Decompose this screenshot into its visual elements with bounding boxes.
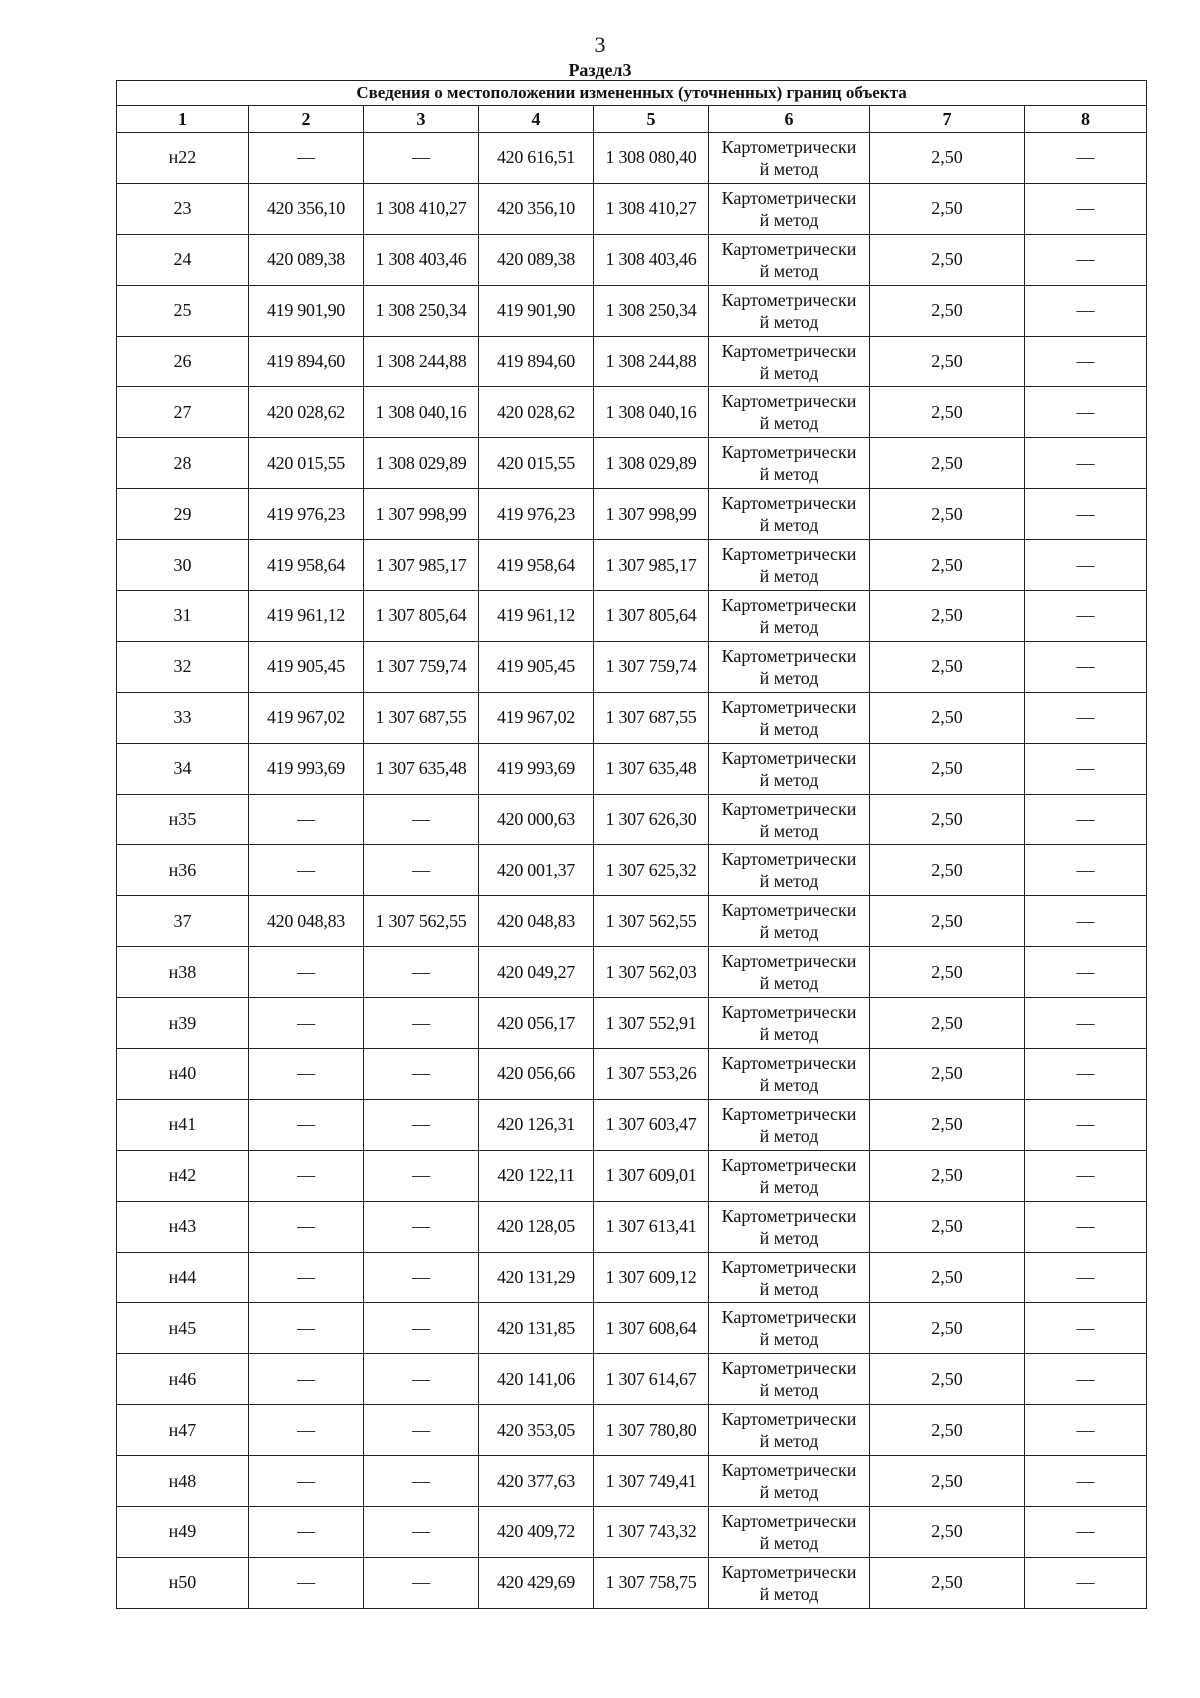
old-x-cell: 419 967,02 xyxy=(249,692,364,743)
old-y-cell: 1 308 410,27 xyxy=(364,183,479,234)
method-cell: Картометрически й метод xyxy=(709,540,870,591)
table-row xyxy=(117,1507,1147,1558)
old-x-cell: 419 976,23 xyxy=(249,489,364,540)
point-id-cell: 33 xyxy=(117,692,249,743)
new-x-cell: 419 958,64 xyxy=(479,540,594,591)
new-x-cell: 420 409,72 xyxy=(479,1507,594,1558)
point-id-cell: н46 xyxy=(117,1354,249,1405)
accuracy-cell: 2,50 xyxy=(870,1201,1025,1252)
new-y-cell: 1 307 553,26 xyxy=(594,1049,709,1100)
old-x-cell: 419 961,12 xyxy=(249,591,364,642)
old-y-cell: — xyxy=(364,1354,479,1405)
description-cell: — xyxy=(1025,1049,1147,1100)
table-row xyxy=(117,133,1147,184)
new-x-cell: 420 141,06 xyxy=(479,1354,594,1405)
new-x-cell: 420 001,37 xyxy=(479,845,594,896)
accuracy-cell: 2,50 xyxy=(870,183,1025,234)
point-id-cell: н43 xyxy=(117,1201,249,1252)
accuracy-cell: 2,50 xyxy=(870,896,1025,947)
accuracy-cell: 2,50 xyxy=(870,1099,1025,1150)
new-x-cell: 419 993,69 xyxy=(479,743,594,794)
point-id-cell: н44 xyxy=(117,1252,249,1303)
new-x-cell: 420 128,05 xyxy=(479,1201,594,1252)
description-cell: — xyxy=(1025,1099,1147,1150)
point-id-cell: н48 xyxy=(117,1456,249,1507)
old-x-cell: — xyxy=(249,1456,364,1507)
old-x-cell: — xyxy=(249,998,364,1049)
method-cell: Картометрически й метод xyxy=(709,1303,870,1354)
old-y-cell: 1 307 759,74 xyxy=(364,641,479,692)
old-y-cell: 1 308 403,46 xyxy=(364,234,479,285)
table-row xyxy=(117,692,1147,743)
accuracy-cell: 2,50 xyxy=(870,1303,1025,1354)
description-cell: — xyxy=(1025,1354,1147,1405)
accuracy-cell: 2,50 xyxy=(870,1150,1025,1201)
page-number: 3 xyxy=(594,32,606,57)
old-x-cell: — xyxy=(249,1201,364,1252)
table-row xyxy=(117,183,1147,234)
old-y-cell: 1 307 805,64 xyxy=(364,591,479,642)
new-x-cell: 419 901,90 xyxy=(479,285,594,336)
description-cell: — xyxy=(1025,489,1147,540)
new-x-cell: 419 967,02 xyxy=(479,692,594,743)
new-x-cell: 420 126,31 xyxy=(479,1099,594,1150)
method-cell: Картометрически й метод xyxy=(709,692,870,743)
description-cell: — xyxy=(1025,387,1147,438)
table-row xyxy=(117,1405,1147,1456)
new-x-cell: 420 028,62 xyxy=(479,387,594,438)
accuracy-cell: 2,50 xyxy=(870,845,1025,896)
new-x-cell: 419 961,12 xyxy=(479,591,594,642)
new-y-cell: 1 308 250,34 xyxy=(594,285,709,336)
accuracy-cell: 2,50 xyxy=(870,998,1025,1049)
old-y-cell: — xyxy=(364,845,479,896)
point-id-cell: 28 xyxy=(117,438,249,489)
old-y-cell: 1 308 029,89 xyxy=(364,438,479,489)
method-cell: Картометрически й метод xyxy=(709,285,870,336)
new-y-cell: 1 307 609,12 xyxy=(594,1252,709,1303)
old-y-cell: 1 308 250,34 xyxy=(364,285,479,336)
description-cell: — xyxy=(1025,896,1147,947)
description-cell: — xyxy=(1025,692,1147,743)
column-header: 3 xyxy=(364,106,479,133)
new-x-cell: 420 131,29 xyxy=(479,1252,594,1303)
table-row xyxy=(117,1049,1147,1100)
point-id-cell: 30 xyxy=(117,540,249,591)
method-cell: Картометрически й метод xyxy=(709,1150,870,1201)
point-id-cell: н40 xyxy=(117,1049,249,1100)
new-y-cell: 1 308 244,88 xyxy=(594,336,709,387)
boundary-coordinates-table xyxy=(116,80,1147,1609)
old-x-cell: 419 958,64 xyxy=(249,540,364,591)
table-row xyxy=(117,947,1147,998)
new-y-cell: 1 307 603,47 xyxy=(594,1099,709,1150)
old-x-cell: — xyxy=(249,947,364,998)
table-row xyxy=(117,896,1147,947)
old-x-cell: — xyxy=(249,1507,364,1558)
table-body xyxy=(117,133,1147,1609)
method-cell: Картометрически й метод xyxy=(709,1354,870,1405)
old-y-cell: — xyxy=(364,1201,479,1252)
old-y-cell: — xyxy=(364,1150,479,1201)
method-cell: Картометрически й метод xyxy=(709,1405,870,1456)
old-y-cell: 1 308 040,16 xyxy=(364,387,479,438)
new-y-cell: 1 307 985,17 xyxy=(594,540,709,591)
old-x-cell: 419 894,60 xyxy=(249,336,364,387)
point-id-cell: 23 xyxy=(117,183,249,234)
point-id-cell: н36 xyxy=(117,845,249,896)
old-x-cell: 420 028,62 xyxy=(249,387,364,438)
method-cell: Картометрически й метод xyxy=(709,794,870,845)
table-row xyxy=(117,591,1147,642)
point-id-cell: 34 xyxy=(117,743,249,794)
accuracy-cell: 2,50 xyxy=(870,641,1025,692)
table-row xyxy=(117,438,1147,489)
table-row xyxy=(117,489,1147,540)
description-cell: — xyxy=(1025,183,1147,234)
description-cell: — xyxy=(1025,947,1147,998)
description-cell: — xyxy=(1025,1252,1147,1303)
accuracy-cell: 2,50 xyxy=(870,1456,1025,1507)
table-row xyxy=(117,1456,1147,1507)
old-x-cell: — xyxy=(249,845,364,896)
method-cell: Картометрически й метод xyxy=(709,641,870,692)
accuracy-cell: 2,50 xyxy=(870,438,1025,489)
accuracy-cell: 2,50 xyxy=(870,489,1025,540)
new-x-cell: 420 131,85 xyxy=(479,1303,594,1354)
description-cell: — xyxy=(1025,133,1147,184)
old-x-cell: 419 993,69 xyxy=(249,743,364,794)
new-y-cell: 1 307 626,30 xyxy=(594,794,709,845)
section-title: Раздел3 xyxy=(568,60,632,80)
accuracy-cell: 2,50 xyxy=(870,540,1025,591)
old-x-cell: — xyxy=(249,1252,364,1303)
description-cell: — xyxy=(1025,1303,1147,1354)
point-id-cell: 24 xyxy=(117,234,249,285)
column-header: 8 xyxy=(1025,106,1147,133)
accuracy-cell: 2,50 xyxy=(870,1507,1025,1558)
new-y-cell: 1 308 040,16 xyxy=(594,387,709,438)
point-id-cell: 32 xyxy=(117,641,249,692)
old-x-cell: 419 901,90 xyxy=(249,285,364,336)
table-row xyxy=(117,845,1147,896)
new-x-cell: 420 048,83 xyxy=(479,896,594,947)
table-row xyxy=(117,540,1147,591)
point-id-cell: 26 xyxy=(117,336,249,387)
point-id-cell: н22 xyxy=(117,133,249,184)
new-y-cell: 1 307 759,74 xyxy=(594,641,709,692)
accuracy-cell: 2,50 xyxy=(870,1354,1025,1405)
point-id-cell: 25 xyxy=(117,285,249,336)
table-row xyxy=(117,743,1147,794)
old-y-cell: — xyxy=(364,1303,479,1354)
description-cell: — xyxy=(1025,438,1147,489)
old-y-cell: — xyxy=(364,1507,479,1558)
old-y-cell: — xyxy=(364,1557,479,1608)
point-id-cell: н42 xyxy=(117,1150,249,1201)
accuracy-cell: 2,50 xyxy=(870,591,1025,642)
old-x-cell: 419 905,45 xyxy=(249,641,364,692)
old-x-cell: — xyxy=(249,1150,364,1201)
point-id-cell: н49 xyxy=(117,1507,249,1558)
new-y-cell: 1 307 608,64 xyxy=(594,1303,709,1354)
accuracy-cell: 2,50 xyxy=(870,336,1025,387)
old-x-cell: — xyxy=(249,1049,364,1100)
description-cell: — xyxy=(1025,1201,1147,1252)
table-row xyxy=(117,285,1147,336)
table-row xyxy=(117,1557,1147,1608)
table-row xyxy=(117,1354,1147,1405)
method-cell: Картометрически й метод xyxy=(709,387,870,438)
table-caption: Сведения о местоположении измененных (уточненных) границ объекта xyxy=(117,81,1147,106)
point-id-cell: 37 xyxy=(117,896,249,947)
column-header: 4 xyxy=(479,106,594,133)
old-y-cell: — xyxy=(364,947,479,998)
new-x-cell: 420 122,11 xyxy=(479,1150,594,1201)
old-y-cell: 1 307 985,17 xyxy=(364,540,479,591)
old-y-cell: 1 307 687,55 xyxy=(364,692,479,743)
point-id-cell: н35 xyxy=(117,794,249,845)
new-y-cell: 1 308 410,27 xyxy=(594,183,709,234)
new-x-cell: 419 905,45 xyxy=(479,641,594,692)
old-y-cell: — xyxy=(364,1049,479,1100)
old-x-cell: — xyxy=(249,794,364,845)
table-row xyxy=(117,641,1147,692)
method-cell: Картометрически й метод xyxy=(709,947,870,998)
method-cell: Картометрически й метод xyxy=(709,998,870,1049)
method-cell: Картометрически й метод xyxy=(709,1252,870,1303)
accuracy-cell: 2,50 xyxy=(870,794,1025,845)
description-cell: — xyxy=(1025,1405,1147,1456)
table-row xyxy=(117,387,1147,438)
method-cell: Картометрически й метод xyxy=(709,1049,870,1100)
accuracy-cell: 2,50 xyxy=(870,387,1025,438)
method-cell: Картометрически й метод xyxy=(709,133,870,184)
method-cell: Картометрически й метод xyxy=(709,438,870,489)
table-row xyxy=(117,1201,1147,1252)
table-row xyxy=(117,336,1147,387)
new-y-cell: 1 307 562,03 xyxy=(594,947,709,998)
new-y-cell: 1 307 562,55 xyxy=(594,896,709,947)
accuracy-cell: 2,50 xyxy=(870,234,1025,285)
table-row xyxy=(117,1303,1147,1354)
new-y-cell: 1 308 029,89 xyxy=(594,438,709,489)
new-x-cell: 420 377,63 xyxy=(479,1456,594,1507)
description-cell: — xyxy=(1025,336,1147,387)
new-x-cell: 420 356,10 xyxy=(479,183,594,234)
old-x-cell: — xyxy=(249,1405,364,1456)
old-x-cell: — xyxy=(249,1557,364,1608)
method-cell: Картометрически й метод xyxy=(709,1456,870,1507)
new-y-cell: 1 307 614,67 xyxy=(594,1354,709,1405)
column-header: 6 xyxy=(709,106,870,133)
new-y-cell: 1 308 080,40 xyxy=(594,133,709,184)
column-header: 7 xyxy=(870,106,1025,133)
description-cell: — xyxy=(1025,794,1147,845)
old-x-cell: 420 015,55 xyxy=(249,438,364,489)
description-cell: — xyxy=(1025,1507,1147,1558)
column-header: 5 xyxy=(594,106,709,133)
new-x-cell: 420 015,55 xyxy=(479,438,594,489)
new-y-cell: 1 307 613,41 xyxy=(594,1201,709,1252)
table-row xyxy=(117,794,1147,845)
old-y-cell: — xyxy=(364,133,479,184)
new-x-cell: 420 000,63 xyxy=(479,794,594,845)
new-y-cell: 1 307 625,32 xyxy=(594,845,709,896)
description-cell: — xyxy=(1025,591,1147,642)
point-id-cell: н41 xyxy=(117,1099,249,1150)
method-cell: Картометрически й метод xyxy=(709,489,870,540)
accuracy-cell: 2,50 xyxy=(870,285,1025,336)
new-y-cell: 1 307 687,55 xyxy=(594,692,709,743)
accuracy-cell: 2,50 xyxy=(870,1405,1025,1456)
column-header: 2 xyxy=(249,106,364,133)
old-y-cell: — xyxy=(364,1099,479,1150)
old-x-cell: — xyxy=(249,1099,364,1150)
new-x-cell: 420 616,51 xyxy=(479,133,594,184)
new-x-cell: 420 056,17 xyxy=(479,998,594,1049)
column-header-row xyxy=(117,106,1147,133)
new-y-cell: 1 307 743,32 xyxy=(594,1507,709,1558)
description-cell: — xyxy=(1025,285,1147,336)
point-id-cell: н39 xyxy=(117,998,249,1049)
old-y-cell: — xyxy=(364,794,479,845)
method-cell: Картометрически й метод xyxy=(709,1507,870,1558)
point-id-cell: 31 xyxy=(117,591,249,642)
new-y-cell: 1 307 552,91 xyxy=(594,998,709,1049)
old-x-cell: — xyxy=(249,133,364,184)
description-cell: — xyxy=(1025,845,1147,896)
description-cell: — xyxy=(1025,998,1147,1049)
old-y-cell: — xyxy=(364,1252,479,1303)
old-y-cell: — xyxy=(364,998,479,1049)
method-cell: Картометрически й метод xyxy=(709,1099,870,1150)
accuracy-cell: 2,50 xyxy=(870,692,1025,743)
method-cell: Картометрически й метод xyxy=(709,591,870,642)
new-x-cell: 420 056,66 xyxy=(479,1049,594,1100)
old-y-cell: 1 307 998,99 xyxy=(364,489,479,540)
point-id-cell: н45 xyxy=(117,1303,249,1354)
new-y-cell: 1 307 758,75 xyxy=(594,1557,709,1608)
accuracy-cell: 2,50 xyxy=(870,947,1025,998)
new-y-cell: 1 307 780,80 xyxy=(594,1405,709,1456)
old-y-cell: 1 308 244,88 xyxy=(364,336,479,387)
description-cell: — xyxy=(1025,1150,1147,1201)
column-header: 1 xyxy=(117,106,249,133)
new-x-cell: 420 049,27 xyxy=(479,947,594,998)
description-cell: — xyxy=(1025,641,1147,692)
new-y-cell: 1 308 403,46 xyxy=(594,234,709,285)
old-y-cell: 1 307 635,48 xyxy=(364,743,479,794)
method-cell: Картометрически й метод xyxy=(709,1557,870,1608)
table-row xyxy=(117,1252,1147,1303)
method-cell: Картометрически й метод xyxy=(709,896,870,947)
old-x-cell: 420 048,83 xyxy=(249,896,364,947)
new-y-cell: 1 307 805,64 xyxy=(594,591,709,642)
point-id-cell: н50 xyxy=(117,1557,249,1608)
new-x-cell: 420 089,38 xyxy=(479,234,594,285)
description-cell: — xyxy=(1025,1557,1147,1608)
point-id-cell: н38 xyxy=(117,947,249,998)
description-cell: — xyxy=(1025,540,1147,591)
accuracy-cell: 2,50 xyxy=(870,133,1025,184)
description-cell: — xyxy=(1025,1456,1147,1507)
method-cell: Картометрически й метод xyxy=(709,845,870,896)
old-y-cell: — xyxy=(364,1405,479,1456)
point-id-cell: 29 xyxy=(117,489,249,540)
old-x-cell: 420 089,38 xyxy=(249,234,364,285)
method-cell: Картометрически й метод xyxy=(709,336,870,387)
point-id-cell: 27 xyxy=(117,387,249,438)
old-y-cell: 1 307 562,55 xyxy=(364,896,479,947)
new-y-cell: 1 307 998,99 xyxy=(594,489,709,540)
table-row xyxy=(117,1150,1147,1201)
description-cell: — xyxy=(1025,743,1147,794)
method-cell: Картометрически й метод xyxy=(709,234,870,285)
description-cell: — xyxy=(1025,234,1147,285)
old-y-cell: — xyxy=(364,1456,479,1507)
new-x-cell: 419 976,23 xyxy=(479,489,594,540)
new-y-cell: 1 307 609,01 xyxy=(594,1150,709,1201)
new-y-cell: 1 307 635,48 xyxy=(594,743,709,794)
table-row xyxy=(117,1099,1147,1150)
new-x-cell: 420 429,69 xyxy=(479,1557,594,1608)
method-cell: Картометрически й метод xyxy=(709,743,870,794)
method-cell: Картометрически й метод xyxy=(709,183,870,234)
accuracy-cell: 2,50 xyxy=(870,743,1025,794)
accuracy-cell: 2,50 xyxy=(870,1252,1025,1303)
new-x-cell: 419 894,60 xyxy=(479,336,594,387)
old-x-cell: — xyxy=(249,1354,364,1405)
old-x-cell: 420 356,10 xyxy=(249,183,364,234)
old-x-cell: — xyxy=(249,1303,364,1354)
new-y-cell: 1 307 749,41 xyxy=(594,1456,709,1507)
accuracy-cell: 2,50 xyxy=(870,1049,1025,1100)
accuracy-cell: 2,50 xyxy=(870,1557,1025,1608)
method-cell: Картометрически й метод xyxy=(709,1201,870,1252)
new-x-cell: 420 353,05 xyxy=(479,1405,594,1456)
point-id-cell: н47 xyxy=(117,1405,249,1456)
table-row xyxy=(117,234,1147,285)
table-row xyxy=(117,998,1147,1049)
